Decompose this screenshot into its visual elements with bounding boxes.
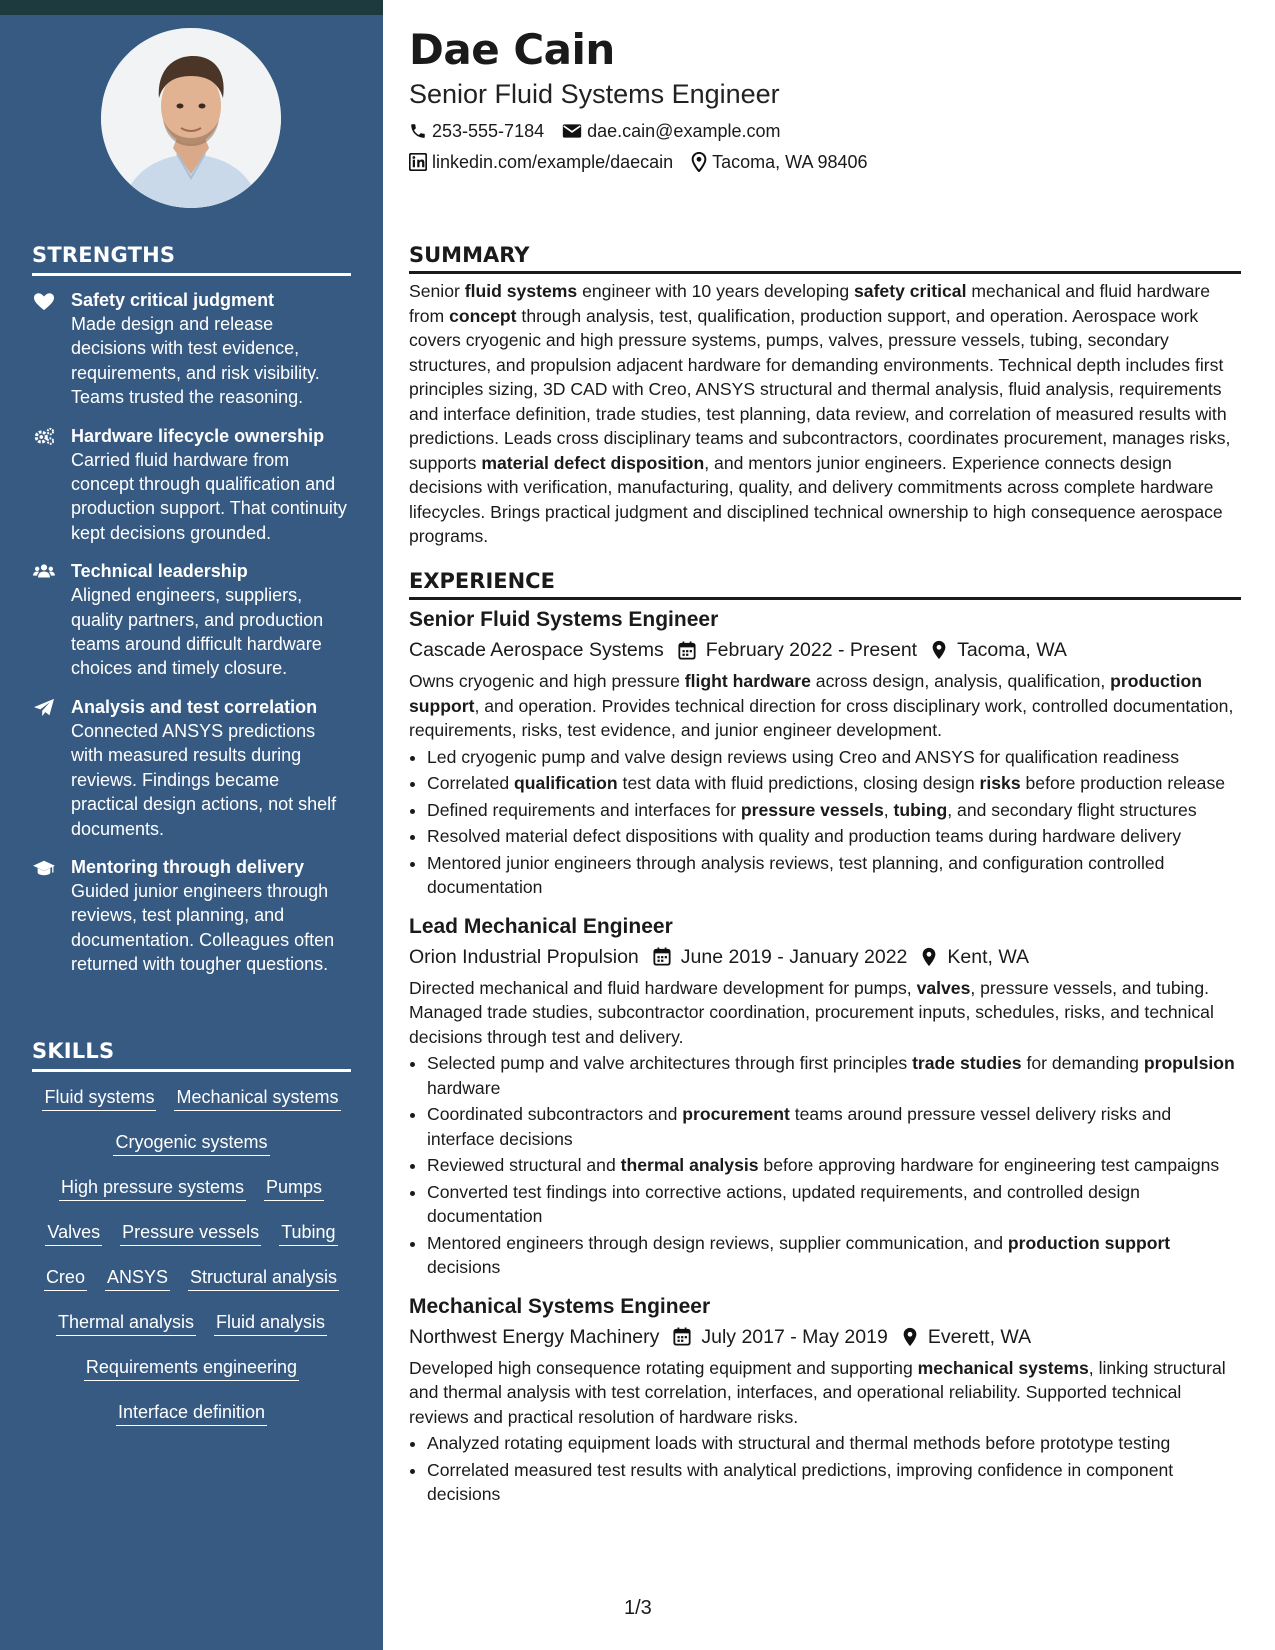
skill-tag: Mechanical systems: [174, 1084, 340, 1111]
contact-line-2: [409, 151, 1241, 173]
strengths-heading: STRENGTHS: [32, 243, 351, 276]
map-marker-icon: [931, 640, 947, 660]
skill-tag: Fluid analysis: [214, 1309, 327, 1336]
job-company: Cascade Aerospace Systems: [409, 639, 664, 661]
job-entry: [409, 913, 1241, 1280]
strength-description: Made design and release decisions with test evidence, requirements, and risk visibility. Teams trusted the reasoning.: [71, 314, 320, 408]
map-marker-icon-wrap: [907, 947, 947, 967]
skill-row: [32, 1219, 351, 1264]
contact-location: [691, 151, 867, 173]
gears-icon: [32, 427, 56, 447]
text-run: Correlated: [427, 773, 515, 793]
bullet-item: [427, 1231, 1241, 1280]
text-run: , and operation. Provides technical direction for cross disciplinary work, controlled documentation, requirements, risks, test evidence, and junior engineer development.: [409, 695, 1234, 740]
bold-text: production support: [1007, 1232, 1171, 1253]
job-entry: [409, 1293, 1241, 1507]
bold-text: production support: [409, 671, 1203, 716]
job-bullets: [409, 1431, 1241, 1507]
bullet-item: [427, 745, 1241, 770]
text-run: mechanical and fluid hardware from: [409, 281, 1211, 326]
page-number: 1/3: [624, 1597, 652, 1619]
calendar-icon-wrap: [664, 641, 706, 660]
job-meta: [409, 944, 1241, 970]
envelope-icon: [562, 123, 582, 139]
job-title: Mechanical Systems Engineer: [409, 1294, 711, 1318]
job-bullets: [409, 745, 1241, 900]
text-run: Defined requirements and interfaces for: [427, 799, 741, 820]
bullet-item: [427, 1153, 1241, 1178]
job-dates: July 2017 - May 2019: [701, 1325, 888, 1348]
skill-tag: Cryogenic systems: [113, 1129, 269, 1156]
bold-text: trade studies: [912, 1053, 1022, 1073]
skill-tag: Structural analysis: [188, 1264, 339, 1291]
bold-text: concept: [449, 305, 517, 326]
skill-tag: Valves: [45, 1219, 102, 1246]
skill-row: [32, 1354, 351, 1399]
skill-tag: Fluid systems: [42, 1084, 156, 1111]
bullet-item: [427, 798, 1241, 823]
map-marker-icon: [921, 947, 937, 967]
text-run: through analysis, test, qualification, production support, and operation. Aerospace work covers cryogenic and high pressure systems, pumps, valves, pressure vessels, tubing, secondary structures, and propulsion adjacent hardware for demanding environments. Technical depth includes first principles sizing, 3D CAD with Creo, ANSYS structural and thermal analysis, fluid analysis, requirements and interface definition, trade studies, test planning, data review, and correlation of measured results with predictions. Leads cross disciplinary teams and subcontractors, coordinates procurement, manages risks, supports: [409, 305, 1231, 473]
text-run: Resolved material defect dispositions with quality and production teams during hardware delivery: [427, 826, 1181, 846]
job-summary: [409, 976, 1241, 1050]
text-run: Senior: [409, 281, 465, 301]
job-dates: February 2022 - Present: [705, 639, 918, 661]
skill-row: [32, 1264, 351, 1309]
job-location: Tacoma, WA: [957, 639, 1067, 661]
job-meta: [409, 637, 1241, 663]
bold-text: qualification: [514, 773, 618, 793]
skill-tag: Interface definition: [116, 1399, 267, 1426]
strength-item: [32, 288, 351, 410]
bold-text: thermal analysis: [620, 1155, 759, 1175]
bold-text: procurement: [682, 1104, 790, 1124]
bold-text: safety critical: [854, 281, 967, 301]
main-top-band: [383, 0, 1275, 15]
contact-email[interactable]: [562, 120, 780, 142]
text-run: Reviewed structural and: [427, 1155, 621, 1175]
text-run: decisions: [427, 1257, 501, 1277]
strength-item: [32, 695, 351, 841]
bullet-item: [427, 1431, 1241, 1456]
calendar-icon: [678, 641, 696, 660]
bullet-item: [427, 1051, 1241, 1100]
map-marker-icon: [902, 1327, 918, 1347]
job-company: Orion Industrial Propulsion: [409, 945, 639, 968]
sidebar: [0, 0, 383, 1650]
job-summary: [409, 1356, 1241, 1430]
contact-line-1: [409, 120, 1241, 142]
text-run: Developed high consequence rotating equipment and supporting: [409, 1357, 918, 1378]
text-run: Converted test findings into corrective actions, updated requirements, and controlled design documentation: [427, 1181, 1140, 1226]
skill-tag: Pumps: [264, 1174, 324, 1201]
experience-section: [409, 569, 1241, 1509]
job-title: Senior Fluid Systems Engineer: [409, 608, 719, 631]
skill-row: [32, 1174, 351, 1219]
bold-text: tubing: [893, 799, 948, 820]
text-run: Mentored engineers through design reviews, supplier communication, and: [427, 1232, 1008, 1253]
strength-title: Safety critical judgment: [71, 290, 275, 310]
bold-text: pressure vessels: [740, 799, 884, 820]
text-run: , and secondary flight structures: [947, 799, 1197, 820]
skill-tag: Creo: [44, 1264, 87, 1291]
text-run: before production release: [1020, 773, 1226, 793]
users-icon: [32, 562, 56, 582]
bold-text: propulsion: [1143, 1053, 1235, 1073]
calendar-icon-wrap: [659, 1327, 701, 1346]
bold-text: flight hardware: [684, 671, 811, 691]
text-run: Directed mechanical and fluid hardware development for pumps,: [409, 977, 917, 998]
linkedin-icon: [409, 153, 427, 171]
text-run: Led cryogenic pump and valve design reviews using Creo and ANSYS for qualification readiness: [427, 746, 1180, 767]
text-run: Coordinated subcontractors and: [427, 1104, 683, 1124]
skill-row: [32, 1129, 351, 1174]
profile-photo: [101, 28, 281, 208]
bullet-item: [427, 824, 1241, 849]
summary-section: [409, 243, 1241, 549]
skill-tag: Requirements engineering: [84, 1354, 299, 1381]
skills-heading: SKILLS: [32, 1039, 351, 1072]
linkedin-text: linkedin.com/example/daecain: [432, 152, 674, 172]
map-marker-icon-wrap: [888, 1327, 928, 1347]
text-run: teams around pressure vessel delivery risks and interface decisions: [427, 1104, 1172, 1149]
strength-description: Guided junior engineers through reviews, test planning, and documentation. Colleagues often returned with tougher questions.: [71, 880, 335, 975]
calendar-icon: [653, 947, 671, 966]
heart-icon: [32, 291, 56, 311]
job-bullets: [409, 1051, 1241, 1280]
email-text: dae.cain@example.com: [587, 121, 781, 141]
job-dates: June 2019 - January 2022: [680, 945, 908, 968]
text-run: Selected pump and valve architectures through first principles: [427, 1053, 913, 1073]
bold-text: valves: [916, 977, 971, 998]
text-run: before approving hardware for engineering test campaigns: [758, 1155, 1220, 1175]
map-marker-icon-wrap: [917, 640, 957, 660]
main-content: [409, 15, 1241, 1504]
bold-text: risks: [979, 773, 1021, 793]
skill-row: [32, 1399, 351, 1444]
text-run: for demanding: [1021, 1053, 1144, 1073]
calendar-icon-wrap: [639, 947, 681, 966]
job-company: Northwest Energy Machinery: [409, 1325, 660, 1348]
skill-tag: Thermal analysis: [56, 1309, 196, 1336]
text-run: Owns cryogenic and high pressure: [409, 671, 685, 691]
calendar-icon: [673, 1327, 691, 1346]
location-text: Tacoma, WA 98406: [712, 152, 868, 172]
bullet-item: [427, 771, 1241, 796]
strength-description: Connected ANSYS predictions with measured results during reviews. Findings became practical design actions, not shelf documents.: [71, 720, 337, 839]
summary-text: [409, 279, 1241, 549]
skill-tag: ANSYS: [105, 1264, 170, 1291]
bullet-item: [427, 1180, 1241, 1229]
text-run: , and mentors junior engineers. Experience connects design decisions with verification, manufacturing, quality, and delivery commitments across complete hardware lifecycles. Brings practical judgment and disciplined technical ownership to high consequence aerospace programs.: [409, 452, 1223, 546]
text-run: Correlated measured test results with analytical predictions, improving confidence in component decisions: [427, 1459, 1174, 1504]
bold-text: fluid systems: [464, 281, 578, 301]
skill-row: [32, 1084, 351, 1129]
strength-title: Mentoring through delivery: [71, 856, 305, 877]
phone-text: 253-555-7184: [432, 121, 545, 141]
strength-item: [32, 559, 351, 681]
strengths-section: [32, 243, 351, 977]
job-list: [409, 606, 1241, 1507]
job-meta: [409, 1324, 1241, 1350]
text-run: , pressure vessels, and tubing. Managed trade studies, subcontractor coordination, procurement inputs, schedules, risks, and technical decisions through test and delivery.: [409, 977, 1214, 1047]
strength-description: Carried fluid hardware from concept through qualification and production support. That continuity kept decisions grounded.: [71, 449, 347, 543]
job-location: Kent, WA: [947, 945, 1030, 968]
candidate-title: Senior Fluid Systems Engineer: [409, 79, 780, 109]
contact-phone: [409, 120, 544, 142]
bullet-item: [427, 1102, 1241, 1151]
bold-text: mechanical systems: [917, 1357, 1089, 1378]
text-run: Analyzed rotating equipment loads with structural and thermal methods before prototype testing: [427, 1433, 1171, 1453]
graduation-cap-icon: [32, 858, 56, 878]
job-entry: [409, 606, 1241, 900]
skills-section: [32, 1039, 351, 1444]
map-marker-icon: [691, 152, 707, 172]
contact-linkedin[interactable]: [409, 151, 673, 173]
text-run: Mentored junior engineers through analysis reviews, test planning, and configuration controlled documentation: [427, 852, 1165, 897]
strengths-list: [32, 288, 351, 977]
job-summary: [409, 669, 1241, 743]
strength-item: [32, 855, 351, 977]
candidate-name: Dae Cain: [409, 25, 615, 74]
sidebar-top-band: [0, 0, 383, 15]
skill-tag: High pressure systems: [59, 1174, 246, 1201]
summary-heading: SUMMARY: [409, 243, 1241, 274]
strength-description: Aligned engineers, suppliers, quality partners, and production teams around difficult hardware choices and timely closure.: [71, 585, 324, 679]
job-title: Lead Mechanical Engineer: [409, 914, 673, 938]
skill-tag: Tubing: [279, 1219, 337, 1246]
strength-item: [32, 424, 351, 546]
bold-text: material defect disposition: [481, 452, 705, 473]
phone-icon: [409, 122, 427, 140]
paper-plane-icon: [32, 698, 56, 718]
skill-row: [32, 1309, 351, 1354]
job-location: Everett, WA: [927, 1325, 1032, 1348]
text-run: engineer with 10 years developing: [577, 281, 854, 301]
text-run: across design, analysis, qualification,: [810, 671, 1111, 691]
strength-title: Hardware lifecycle ownership: [71, 425, 325, 446]
strength-title: Technical leadership: [71, 561, 248, 582]
skill-tag: Pressure vessels: [120, 1219, 261, 1246]
experience-heading: EXPERIENCE: [409, 569, 1241, 600]
bullet-item: [427, 1458, 1241, 1507]
strength-title: Analysis and test correlation: [71, 696, 318, 717]
text-run: hardware: [427, 1077, 501, 1098]
text-run: , linking structural and thermal analysis with test correlation, interfaces, and operational reliability. Supported technical reviews and practical resolution of hardware risks.: [409, 1357, 1226, 1427]
skills-list: [32, 1084, 351, 1444]
bullet-item: [427, 851, 1241, 900]
text-run: test data with fluid predictions, closing design: [617, 773, 980, 793]
text-run: ,: [883, 799, 894, 820]
